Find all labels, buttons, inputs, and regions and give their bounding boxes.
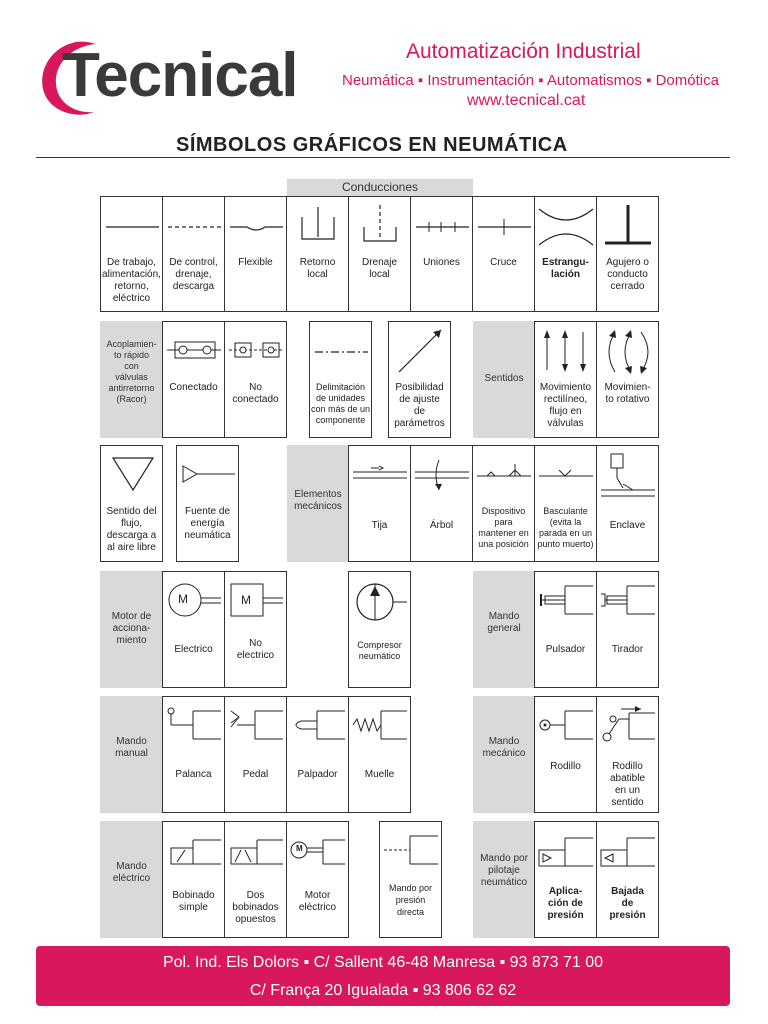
footer-address-1: Pol. Ind. Els Dolors ▪ C/ Sallent 46-48 Manresa ▪ 93 873 71 00 [162,954,604,971]
symbol-dispositivo: Dispositivo para mantener en una posición [472,445,535,562]
symbol-drenaje-local: Drenaje local [348,196,411,312]
symbol-sentido-flujo: Sentido del flujo, descarga a al aire libre [100,445,163,562]
sentidos-label: Sentidos [473,321,535,438]
symbol-fuente-energia: Fuente de energía neumática [176,445,239,562]
brand-name: Tecnical [62,41,298,110]
rod-icon [349,446,410,504]
brand-url[interactable]: www.tecnical.cat [467,92,586,109]
detent-icon [473,446,534,504]
symbol-line-control: De control, drenaje, descarga [162,196,225,312]
return-tank-icon [287,197,348,255]
plunger-icon [287,697,348,755]
dash-dot-line-icon [310,322,371,380]
symbol-motor-no-electrico: M No electrico [224,571,287,688]
symbol-motor-electrico-mando: M Motor eléctrico [286,821,349,938]
pressure-source-icon [177,446,238,504]
adjust-arrow-icon [389,322,450,380]
drain-tank-icon [349,197,410,255]
symbol-posibilidad-ajuste: Posibilidad de ajuste de parámetros [388,321,451,438]
pedal-icon [225,697,286,755]
symbol-mando-presion: Mando por presión directa [379,821,442,938]
compressor-icon [349,572,410,630]
flexible-line-icon [225,197,286,255]
coupling-disconnected-icon [225,322,286,380]
symbol-no-conectado: No conectado [224,321,287,438]
non-electric-motor-icon [225,572,286,630]
symbol-pedal: Pedal [224,696,287,813]
double-solenoid-icon [225,822,286,880]
tilting-roller-icon [597,697,658,755]
closed-port-icon [597,197,658,255]
dashed-line-icon [163,197,224,255]
symbol-tirador: Tirador [596,571,659,688]
symbol-motor-electrico: M Electrico [162,571,225,688]
symbol-aplicacion-presion: Aplica- ción de presión [534,821,597,938]
brand-tagline: Automatización Industrial [406,40,641,63]
brand-subtitle: Neumática ▪ Instrumentación ▪ Automatismos ▪ Domótica [342,72,719,89]
symbol-compresor: Compresor neumático [348,571,411,688]
footer-bar [36,946,730,1006]
symbol-delimitacion: Delimitación de unidades con más de un componente [309,321,372,438]
latch-icon [597,446,658,504]
symbol-rodillo: Rodillo [534,696,597,813]
symbol-dos-bobinados: Dos bobinados opuestos [224,821,287,938]
conducciones-header: Conducciones [287,179,473,196]
symbol-bobinado-simple: Bobinado simple [162,821,225,938]
elementos-label: Elementos mecánicos [287,445,349,562]
exhaust-triangle-icon [101,446,162,504]
symbol-estrangulacion: Estrangu- lación [534,196,597,312]
title-divider [36,157,730,158]
symbol-uniones: Uniones [410,196,473,312]
footer-address-2: C/ França 20 Igualada ▪ 93 806 62 62 [249,982,517,999]
cross-line-icon [473,197,534,255]
pull-button-icon [597,572,658,630]
page-title: SÍMBOLOS GRÁFICOS EN NEUMÁTICA [176,134,568,156]
symbol-enclave: Enclave [596,445,659,562]
mando-manual-label: Mando manual [100,696,163,813]
push-button-icon [535,572,596,630]
spring-icon [349,697,410,755]
acoplamiento-label: Acoplamien- to rápido con válvulas antirretorno (Racor) [100,321,163,438]
mando-electrico-label: Mando eléctrico [100,821,163,938]
symbol-line-trabajo: De trabajo, alimentación, retorno, eléctrico [100,196,163,312]
symbol-mov-rotativo: Movimien- to rotativo [596,321,659,438]
symbol-pulsador: Pulsador [534,571,597,688]
rotary-arrows-icon [597,322,658,380]
mando-pilotaje-label: Mando por pilotaje neumático [473,821,535,938]
throttle-icon [535,197,596,255]
symbol-palpador: Palpador [286,696,349,813]
over-center-icon [535,446,596,504]
brand-logo [36,34,306,118]
direct-pressure-icon [380,822,441,880]
symbol-tija: Tija [348,445,411,562]
solenoid-icon [163,822,224,880]
symbol-conectado: Conectado [162,321,225,438]
electric-motor-icon [163,572,224,630]
lever-icon [163,697,224,755]
symbol-muelle: Muelle [348,696,411,813]
roller-icon [535,697,596,755]
symbol-retorno-local: Retorno local [286,196,349,312]
linear-arrows-icon [535,322,596,380]
solid-line-icon [101,197,162,255]
symbol-line-flexible: Flexible [224,196,287,312]
symbol-cruce: Cruce [472,196,535,312]
mando-mecanico-label: Mando mecánico [473,696,535,813]
mando-general-label: Mando general [473,571,535,688]
pilot-apply-icon [535,822,596,880]
symbol-rodillo-abatible: Rodillo abatible en un sentido [596,696,659,813]
junction-icon [411,197,472,255]
shaft-icon [411,446,472,504]
symbol-agujero: Agujero o conducto cerrado [596,196,659,312]
symbol-basculante: Basculante (evita la parada en un punto muerto) [534,445,597,562]
coupling-connected-icon [163,322,224,380]
symbol-arbol: Árbol [410,445,473,562]
symbol-palanca: Palanca [162,696,225,813]
symbol-mov-rectilineo: Movimiento rectilíneo, flujo en válvulas [534,321,597,438]
motor-label: Motor de acciona- miento [100,571,163,688]
symbol-bajada-presion: Bajada de presión [596,821,659,938]
pilot-release-icon [597,822,658,880]
